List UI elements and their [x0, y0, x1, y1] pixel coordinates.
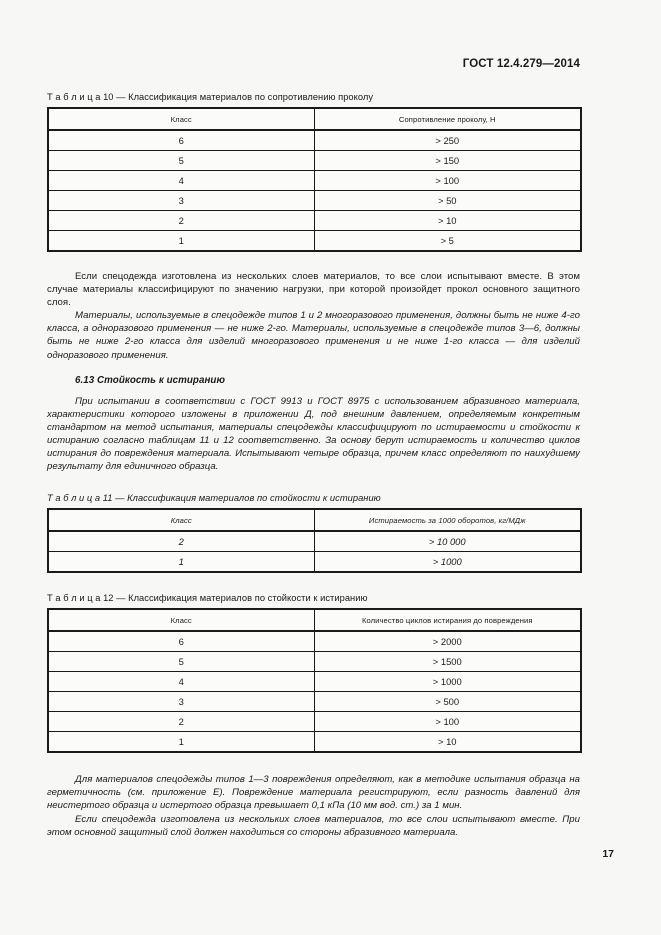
cell-value: > 500 — [314, 692, 581, 712]
cell-value: > 100 — [314, 171, 581, 191]
table-row — [48, 171, 581, 191]
paragraph-multilayer-puncture: Если спецодежда изготовлена из нескольких слоев материалов, то все слои испытывают вместе. В этом случае материалы классифицируют по значению нагрузки, при которой произойдет прокол основного защитного слоя. — [47, 271, 580, 309]
cell-class: 2 — [48, 531, 314, 552]
table-row — [48, 130, 581, 151]
table-10 — [47, 107, 582, 252]
cell-class: 4 — [48, 171, 314, 191]
table-11 — [47, 508, 582, 573]
cell-value: > 10 — [314, 732, 581, 753]
table-11-block — [47, 493, 580, 573]
table-row — [48, 672, 581, 692]
table-header-row — [48, 509, 581, 531]
cell-value: > 250 — [314, 130, 581, 151]
column-header-class: Класс — [48, 609, 314, 631]
table-header-row — [48, 609, 581, 631]
running-header-standard-number: ГОСТ 12.4.279—2014 — [462, 58, 580, 70]
table-row — [48, 531, 581, 552]
table-11-caption: Т а б л и ц а 11 — Классификация материалов по стойкости к истиранию — [47, 493, 381, 504]
cell-class: 1 — [48, 231, 314, 252]
cell-class: 3 — [48, 692, 314, 712]
cell-class: 2 — [48, 211, 314, 231]
cell-class: 1 — [48, 732, 314, 753]
cell-value: > 10 000 — [314, 531, 581, 552]
cell-value: > 5 — [314, 231, 581, 252]
table-10-caption: Т а б л и ц а 10 — Классификация материалов по сопротивлению проколу — [47, 92, 374, 102]
page-number: 17 — [602, 848, 614, 860]
paragraph-material-classes: Материалы, используемые в спецодежде типов 1 и 2 многоразового применения, должны быть не ниже 4-го класса, а одноразового применения — не ниже 2-го. Материалы, используемые в спецодежде типов 3—6, должны быть не ниже 2-го класса для изделий многоразового применения и не ниже 1-го класса — для изделий одноразового применения. — [47, 310, 580, 361]
section-heading-6-13: 6.13 Стойкость к истиранию — [75, 374, 225, 386]
cell-class: 3 — [48, 191, 314, 211]
cell-class: 6 — [48, 631, 314, 652]
cell-value: > 50 — [314, 191, 581, 211]
column-header-value: Истираемость за 1000 оборотов, кг/МДж — [314, 509, 581, 531]
page-content — [47, 0, 580, 839]
cell-class: 1 — [48, 552, 314, 573]
table-row — [48, 712, 581, 732]
cell-value: > 150 — [314, 151, 581, 171]
cell-value: > 1000 — [314, 672, 581, 692]
paragraph-abrasion-test-method: При испытании в соответствии с ГОСТ 9913 и ГОСТ 8975 с использованием абразивного материала, характеристики которого изложены в приложении Д, под внешним давлением, определяемым конкретным стандартом на метод испытания, материалы спецодежды классифицируют по истираемости и стойкости к истиранию согласно таблицам 11 и 12 соответственно. За основу берут истираемость и количество циклов истирания до повреждения материала. Испытывают четыре образца, причем класс определяют по наихудшему результату для единичного образца. — [47, 395, 580, 473]
table-row — [48, 191, 581, 211]
cell-value: > 1000 — [314, 552, 581, 573]
column-header-value: Сопротивление проколу, Н — [314, 108, 581, 130]
cell-class: 2 — [48, 712, 314, 732]
table-row — [48, 211, 581, 231]
cell-class: 5 — [48, 652, 314, 672]
table-row — [48, 151, 581, 171]
cell-class: 4 — [48, 672, 314, 692]
cell-value: > 10 — [314, 211, 581, 231]
cell-class: 6 — [48, 130, 314, 151]
table-10-block — [47, 92, 580, 252]
table-row — [48, 231, 581, 252]
table-12 — [47, 608, 582, 753]
cell-value: > 1500 — [314, 652, 581, 672]
table-row — [48, 652, 581, 672]
column-header-class: Класс — [48, 509, 314, 531]
cell-value: > 100 — [314, 712, 581, 732]
table-row — [48, 552, 581, 573]
column-header-value: Количество циклов истирания до повреждения — [314, 609, 581, 631]
cell-class: 5 — [48, 151, 314, 171]
column-header-class: Класс — [48, 108, 314, 130]
table-header-row — [48, 108, 581, 130]
table-12-block — [47, 593, 580, 753]
cell-value: > 2000 — [314, 631, 581, 652]
paragraph-damage-determination: Для материалов спецодежды типов 1—3 повреждения определяют, как в методике испытания образца на герметичность (см. приложение Е). Повреждение материала регистрируют, если разность давлений для неистертого образца и истертого образца превышает 0,1 кПа (10 мм вод. ст.) за 1 мин. — [47, 774, 580, 812]
table-row — [48, 732, 581, 753]
table-row — [48, 631, 581, 652]
paragraph-multilayer-abrasion: Если спецодежда изготовлена из нескольких слоев материалов, то все слои испытывают вместе. При этом основной защитный слой должен находиться со стороны абразивного материала. — [47, 813, 580, 838]
table-12-caption: Т а б л и ц а 12 — Классификация материалов по стойкости к истиранию — [47, 593, 368, 604]
table-row — [48, 692, 581, 712]
